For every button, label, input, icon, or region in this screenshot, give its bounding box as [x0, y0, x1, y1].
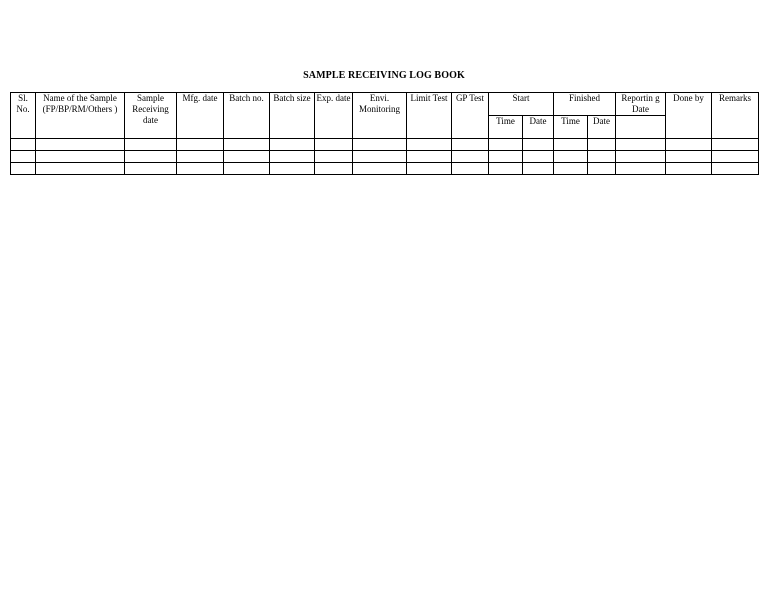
col-sample-name: Name of the Sample (FP/BP/RM/Others ): [36, 93, 125, 139]
col-finished: Finished: [554, 93, 616, 116]
col-batch-size: Batch size: [270, 93, 315, 139]
col-batch-no: Batch no.: [224, 93, 270, 139]
col-start-date: Date: [523, 116, 554, 139]
col-reporting-date-blank: [616, 116, 666, 139]
page-title: SAMPLE RECEIVING LOG BOOK: [303, 70, 465, 81]
col-exp-date: Exp. date: [315, 93, 353, 139]
col-receiving-date: Sample Receiving date: [125, 93, 177, 139]
col-gp-test: GP Test: [452, 93, 489, 139]
col-finished-date: Date: [588, 116, 616, 139]
table-row: [11, 139, 759, 151]
col-sl-no: Sl. No.: [11, 93, 36, 139]
col-start: Start: [489, 93, 554, 116]
table-row: [11, 163, 759, 175]
col-reporting-date: Reportin g Date: [616, 93, 666, 116]
col-remarks: Remarks: [712, 93, 759, 139]
table-row: [11, 151, 759, 163]
log-table: [10, 92, 759, 175]
col-mfg-date: Mfg. date: [177, 93, 224, 139]
col-start-time: Time: [489, 116, 523, 139]
col-finished-time: Time: [554, 116, 588, 139]
col-envi-monitoring: Envi. Monitoring: [353, 93, 407, 139]
col-done-by: Done by: [666, 93, 712, 139]
col-limit-test: Limit Test: [407, 93, 452, 139]
